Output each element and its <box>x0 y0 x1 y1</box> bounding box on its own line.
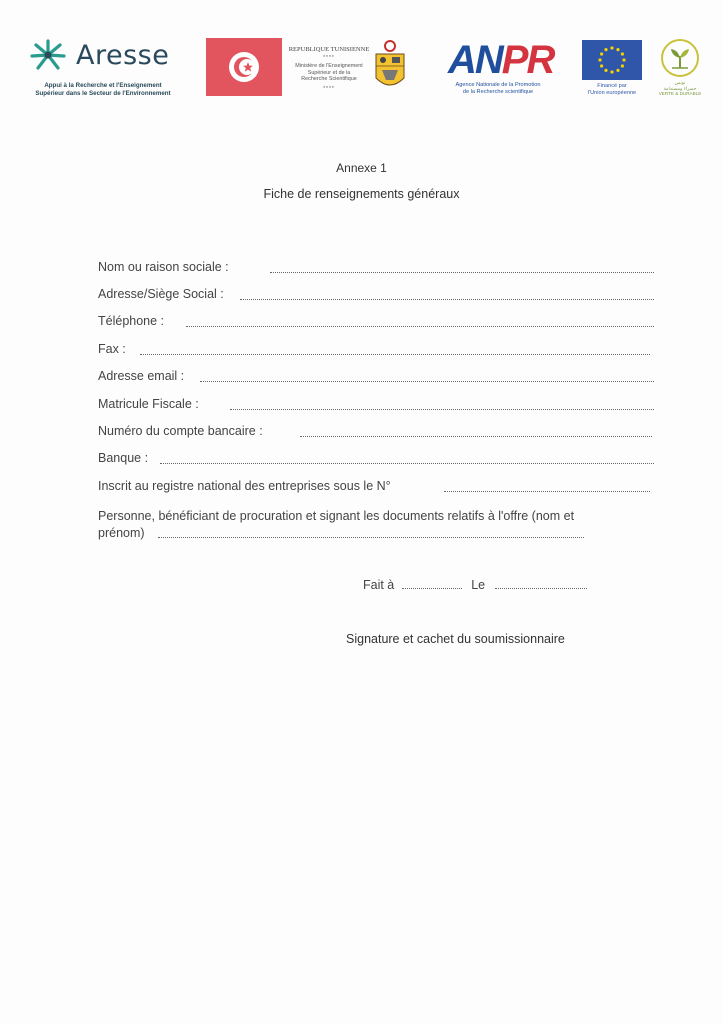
signature-label: Signature et cachet du soumissionnaire <box>346 632 565 646</box>
person-label-line2: prénom) <box>98 526 145 540</box>
fait-label: Fait à <box>363 578 395 592</box>
field-dotted-line <box>270 272 654 273</box>
le-label: Le <box>471 578 486 592</box>
field-label: Numéro du compte bancaire : <box>98 424 263 438</box>
field-personne-procuration <box>98 508 678 542</box>
field-dotted-line <box>300 436 652 437</box>
anpr-wordmark-pr: PR <box>501 38 554 82</box>
sprout-icon <box>660 38 700 78</box>
field-banque <box>98 451 654 469</box>
field-dotted-line <box>140 354 650 355</box>
republic-label: REPUBLIQUE TUNISIENNE <box>288 46 370 53</box>
eu-flag-icon <box>582 40 642 80</box>
tunisie-verte-line1: تونس <box>674 80 686 85</box>
eu-subtitle-line1: Financé par <box>597 83 627 89</box>
field-label: Matricule Fiscale : <box>98 397 199 411</box>
tunisie-verte-line2: خضراء ومستدامة <box>663 85 697 91</box>
aresse-logo <box>28 36 178 98</box>
field-compte-bancaire <box>98 424 654 442</box>
person-label-line2-wrap <box>98 525 678 542</box>
aresse-subtitle-line1: Appui à la Recherche et l'Enseignement <box>44 82 162 89</box>
form-title: Fiche de renseignements généraux <box>263 187 460 201</box>
fait-dotted-line <box>402 588 462 589</box>
aresse-subtitle <box>28 82 178 97</box>
eu-subtitle <box>580 83 644 97</box>
field-label: Téléphone : <box>98 314 165 328</box>
republic-stars: **** <box>323 55 335 61</box>
eu-subtitle-line2: l'Union européenne <box>587 89 637 96</box>
field-adresse-siege <box>98 287 654 305</box>
ministry-line1: Ministère de l'Enseignement <box>295 63 363 69</box>
tunisia-flag-icon <box>206 38 282 96</box>
eu-logo <box>580 40 642 102</box>
anpr-wordmark <box>448 38 553 83</box>
field-matricule-fiscale <box>98 397 654 415</box>
tunisie-verte-subtitle <box>656 80 704 97</box>
coat-of-arms-icon <box>372 38 408 96</box>
field-telephone <box>98 314 654 332</box>
annex-title: Annexe 1 <box>336 161 387 175</box>
le-dotted-line <box>495 588 587 589</box>
field-fax <box>98 342 654 360</box>
ministry-line2: Supérieur et de la <box>307 69 351 76</box>
tunisie-verte-logo <box>656 38 704 100</box>
field-dotted-line <box>230 409 654 410</box>
aresse-name: Aresse <box>76 40 170 71</box>
field-dotted-line <box>158 537 584 538</box>
field-dotted-line <box>160 463 654 464</box>
anpr-logo <box>442 38 554 98</box>
field-raison-sociale <box>98 260 654 278</box>
fait-le-line <box>363 578 587 592</box>
tunisie-verte-line3: VERTE & DURABLE <box>658 91 702 97</box>
ministry-label <box>282 63 376 83</box>
ministry-stars: **** <box>323 86 335 92</box>
field-dotted-line <box>186 326 654 327</box>
anpr-wordmark-an: AN <box>448 38 502 82</box>
aresse-subtitle-line2: Supérieur dans le Secteur de l'Environnement <box>35 89 171 97</box>
field-label: Fax : <box>98 342 126 356</box>
field-dotted-line <box>200 381 654 382</box>
tunisia-ministry-logo <box>206 38 406 98</box>
field-label: Inscrit au registre national des entreprises sous le N° <box>98 479 391 493</box>
ministry-line3: Recherche Scientifique <box>301 76 357 82</box>
field-label: Adresse/Siège Social : <box>98 287 224 301</box>
field-dotted-line <box>240 299 654 300</box>
anpr-subtitle <box>442 82 554 96</box>
field-label: Adresse email : <box>98 369 185 383</box>
field-label: Nom ou raison sociale : <box>98 260 229 274</box>
field-email <box>98 369 654 387</box>
anpr-subtitle-line2: de la Recherche scientifique <box>462 88 534 95</box>
person-label-line1: Personne, bénéficiant de procuration et signant les documents relatifs à l'offre (nom et <box>98 509 575 523</box>
field-dotted-line <box>444 491 650 492</box>
field-registre-national <box>98 479 654 497</box>
aresse-leaf-icon <box>28 38 68 72</box>
anpr-subtitle-line1: Agence Nationale de la Promotion <box>455 82 541 88</box>
field-label: Banque : <box>98 451 149 465</box>
